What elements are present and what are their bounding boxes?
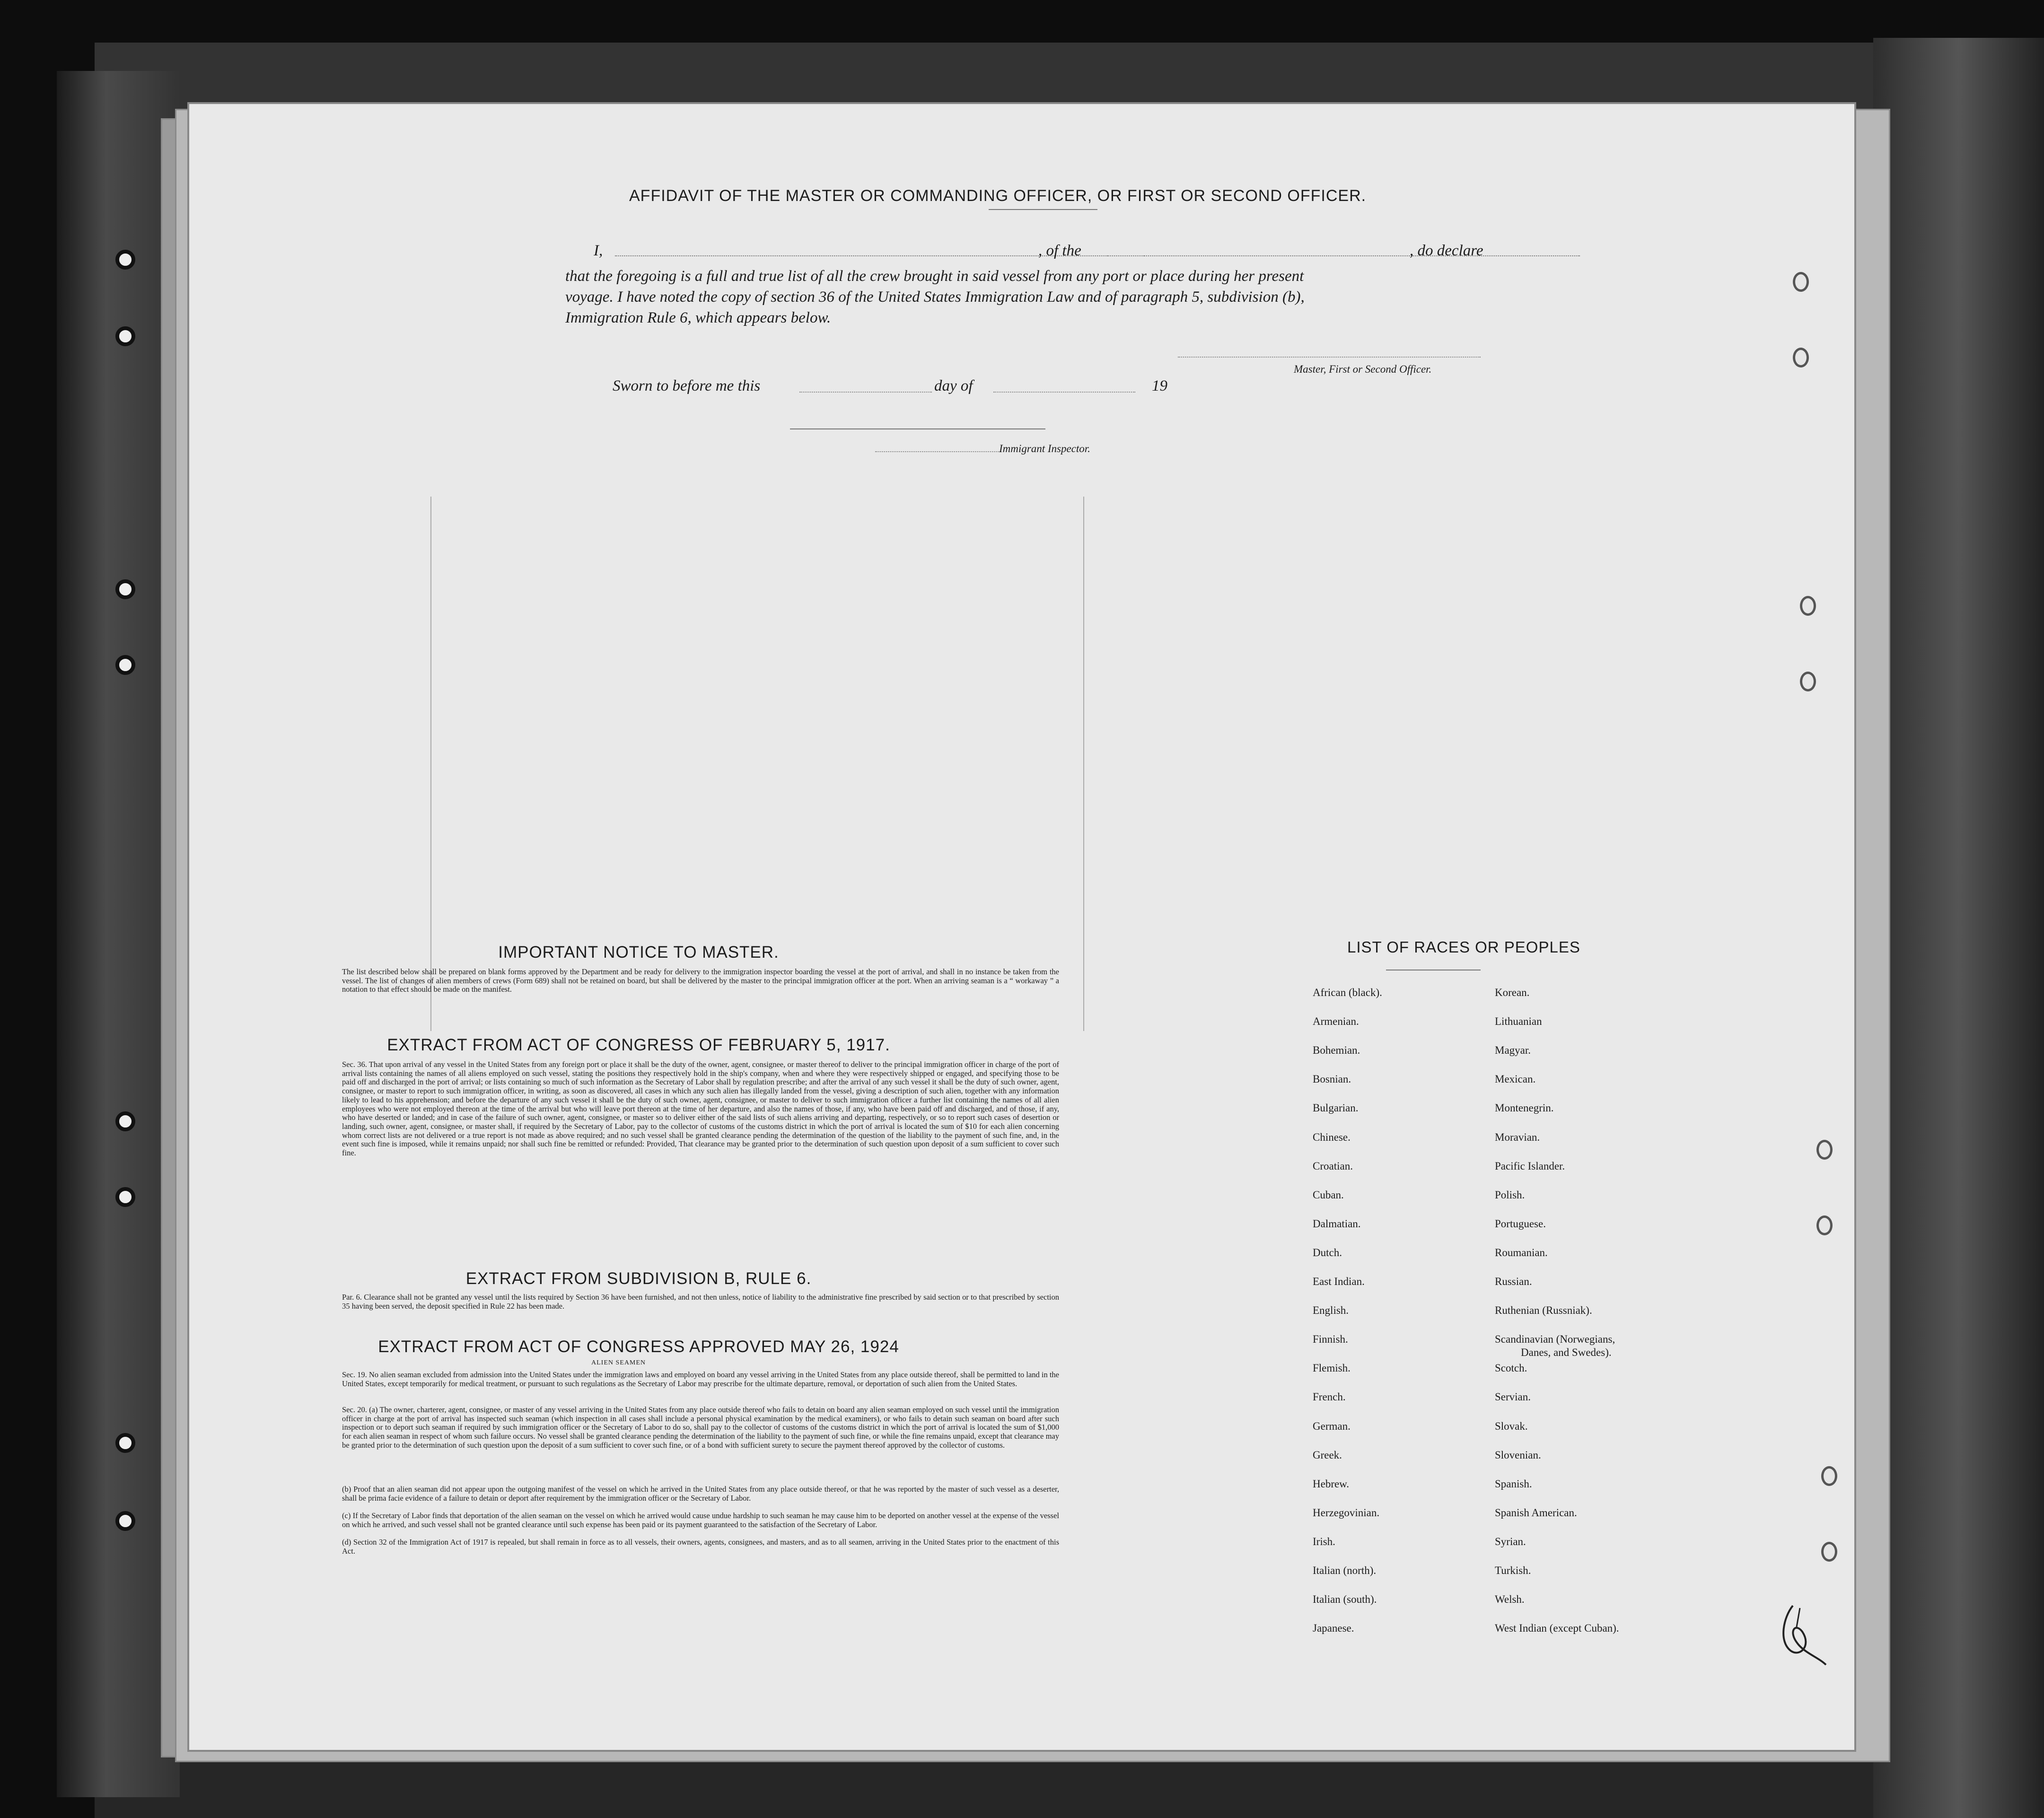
- act1917-title: EXTRACT FROM ACT OF CONGRESS OF FEBRUARY 5, 1917.: [387, 1036, 890, 1054]
- race-item: German.: [1313, 1420, 1351, 1432]
- ring-hole-icon: [1793, 272, 1809, 292]
- notice-title: IMPORTANT NOTICE TO MASTER.: [498, 943, 779, 961]
- race-item: Mexican.: [1495, 1073, 1536, 1085]
- punch-hole-icon: [115, 1111, 135, 1131]
- race-item: West Indian (except Cuban).: [1495, 1622, 1619, 1634]
- race-item: Bulgarian.: [1313, 1102, 1359, 1114]
- binder-bottom-edge: [95, 1759, 1939, 1818]
- race-item: Scotch.: [1495, 1362, 1527, 1374]
- race-item: Portuguese.: [1495, 1217, 1546, 1230]
- punch-hole-icon: [115, 1511, 135, 1531]
- ring-hole-icon: [1800, 596, 1816, 616]
- sworn-day-of: day of: [934, 377, 973, 394]
- race-item: Herzegovinian.: [1313, 1506, 1380, 1519]
- handwritten-mark-icon: [1774, 1599, 1831, 1669]
- act1924-subtitle: ALIEN SEAMEN: [591, 1359, 646, 1366]
- affidavit-body-line: voyage. I have noted the copy of section 36 of the United States Immigration Law and of paragraph 5, subdivision (b),: [565, 288, 1305, 306]
- sworn-prefix: Sworn to before me this: [613, 377, 761, 394]
- race-item: Polish.: [1495, 1189, 1525, 1201]
- race-item: Lithuanian: [1495, 1015, 1542, 1028]
- race-item: Magyar.: [1495, 1044, 1531, 1057]
- race-item: Bohemian.: [1313, 1044, 1360, 1057]
- race-item: Chinese.: [1313, 1131, 1351, 1143]
- act1917-text: Sec. 36. That upon arrival of any vessel in the United States from any foreign port or place it shall be the duty of the owner, agent, consignee, or master thereof to deliver to the principal immigration officer in charge of the port of arrival lists containing the names of all aliens employed on such vessel, stating the positions they respectively hold in the ship's company, when and where they were respectively shipped or engaged, and specifying those to be paid off and discharged in the port of arrival; or lists containing so much of such information as the Secretary of Labor shall by regulation prescribe; and after the arrival of any such vessel it shall be the duty of such owner, agent, consignee, or master to report to such immigration officer, in writing, as soon as discovered, all cases in which any such alien has illegally landed from the vessel, giving a description of such alien, together with any information likely to lead to his apprehension; and before the departure of any such vessel it shall be the duty of such owner, agent, consignee, or master to deliver to such immigration officer a further list containing the names of all alien employees who were not employed thereon at the time of the arrival but who will leave port thereon at the time of her departure, and also the names of those, if any, who have been paid off and discharged, and of those, if any, who have deserted or landed; and in case of the failure of such owner, agent, consignee, or master so to deliver either of the said lists of such aliens arriving and departing, respectively, or so to report such cases of desertion or landing, such owner, agent, consignee, or master shall, if required by the Secretary of Labor, pay to the collector of customs of the customs district in which the port of arrival is located the sum of $10 for each alien concerning whom correct lists are not delivered or a true report is not made as above required; and no such vessel shall be granted clearance pending the determination of the question of the liability to the payment of such fine, and, in the event such fine is imposed, while it remains unpaid; nor shall such fine be remitted or refunded: Provided, That clearance may be granted prior to the determination of such question upon deposit of a sum sufficient to cover such fine.: [342, 1060, 1059, 1158]
- punch-hole-icon: [115, 250, 135, 270]
- binder-right-edge: [1873, 38, 2044, 1818]
- rule6-title: EXTRACT FROM SUBDIVISION B, RULE 6.: [465, 1269, 812, 1288]
- race-item-continuation: Danes, and Swedes).: [1521, 1346, 1612, 1359]
- race-item: Welsh.: [1495, 1593, 1525, 1606]
- punch-hole-icon: [115, 1433, 135, 1453]
- affidavit-body-line: Immigration Rule 6, which appears below.: [565, 309, 831, 326]
- inspector-rule: [790, 428, 1045, 429]
- race-item: Roumanian.: [1495, 1246, 1548, 1259]
- race-item: Armenian.: [1313, 1015, 1359, 1028]
- race-item: Bosnian.: [1313, 1073, 1351, 1085]
- affidavit-declare: , do declare: [1410, 242, 1483, 259]
- title-underline: [989, 209, 1097, 210]
- race-item: African (black).: [1313, 987, 1382, 998]
- race-item: Korean.: [1495, 987, 1530, 998]
- race-item: East Indian.: [1313, 1276, 1365, 1287]
- inspector-signature-line: [875, 451, 1000, 452]
- binder-top-edge: [95, 43, 1939, 109]
- race-item: Slovenian.: [1495, 1449, 1541, 1461]
- race-item: Greek.: [1313, 1449, 1342, 1461]
- ring-hole-icon: [1821, 1466, 1837, 1486]
- notice-text: The list described below shall be prepared on blank forms approved by the Department and be ready for delivery to the immigration inspector boarding the vessel at the port of arrival, and shall in no instance be taken from the vessel. The list of changes of alien members of crews (Form 689) shall not be retained on board, but shall be delivered by the master to the principal immigration officer at the port. When an arriving seaman is a “ workaway ” a notation to that effect should be made on the manifest.: [342, 967, 1059, 994]
- sworn-year: 19: [1152, 377, 1167, 394]
- race-item: Syrian.: [1495, 1535, 1526, 1547]
- affidavit-title: AFFIDAVIT OF THE MASTER OR COMMANDING OFFICER, OR FIRST OR SECOND OFFICER.: [629, 187, 1367, 205]
- act1924-sec20a: Sec. 20. (a) The owner, charterer, agent, consignee, or master of any vessel arriving in the United States from any place outside thereof who fails to detain on board any alien seaman employed on such vessel until the immigration officer in charge at the port of arrival has inspected such seaman (which inspection in all cases shall include a personal physical examination by the medical examiners), or who fails to detain such seaman on board after such inspection or to deport such seaman if required by such immigration officer or the Secretary of Labor to do so, shall pay to the collector of customs of the customs district in which the port of arrival is located the sum of $1,000 for each alien seaman in respect of whom such failure occurs. No vessel shall be granted clearance pending the determination of the liability to the payment of such fine, or while the fine remains unpaid, except that clearance may be granted prior to the determination of such question upon the deposit of a sum sufficient to cover such fine, or of a bond with sufficient surety to secure the payment thereof approved by the collector of customs.: [342, 1405, 1059, 1450]
- act1924-sec20b: (b) Proof that an alien seaman did not appear upon the outgoing manifest of the vessel on which he arrived in the United States from any place outside thereof, or that he was reported by the master of such vessel as a deserter, shall be prima facie evidence of a failure to detain or deport after requirement by the immigration officer or the Secretary of Labor.: [342, 1485, 1059, 1503]
- punch-hole-icon: [115, 655, 135, 675]
- act1924-sec19: Sec. 19. No alien seaman excluded from admission into the United States under the immigration laws and employed on board any vessel arriving in the United States from any place outside thereof, shall be permitted to land in the United States, except temporarily for medical treatment, or pursuant to such regulations as the Secretary of Labor may prescribe for the ultimate departure, removal, or deportation of such alien from the United States.: [342, 1370, 1059, 1388]
- act1924-sec20c: (c) If the Secretary of Labor finds that deportation of the alien seaman on the vessel on which he arrived would cause undue hardship to such seaman he may cause him to be deported on another vessel at the expense of the vessel on which he arrived, and such vessel shall not be granted clearance until such expense has been paid or its payment guaranteed to the satisfaction of the Secretary of Labor.: [342, 1511, 1059, 1529]
- punch-hole-icon: [115, 326, 135, 346]
- race-item: Scandinavian (Norwegians,: [1495, 1333, 1615, 1346]
- race-item: Servian.: [1495, 1391, 1531, 1403]
- race-item: Pacific Islander.: [1495, 1160, 1565, 1172]
- race-item: French.: [1313, 1391, 1346, 1403]
- manifest-page: [189, 104, 1854, 1750]
- race-item: Hebrew.: [1313, 1477, 1350, 1490]
- race-item: Cuban.: [1313, 1189, 1344, 1201]
- affidavit-body-line: that the foregoing is a full and true list of all the crew brought in said vessel from any port or place during her present: [565, 268, 1304, 285]
- race-item: Croatian.: [1313, 1160, 1353, 1172]
- ring-hole-icon: [1793, 348, 1809, 367]
- affidavit-i: I,: [594, 242, 603, 259]
- sworn-month-blank: [993, 392, 1135, 393]
- ring-hole-icon: [1821, 1542, 1837, 1562]
- master-label: Master, First or Second Officer.: [1294, 363, 1432, 375]
- punch-hole-icon: [115, 1187, 135, 1207]
- ring-hole-icon: [1816, 1140, 1833, 1160]
- race-item: Irish.: [1313, 1535, 1335, 1547]
- race-item: Moravian.: [1495, 1131, 1540, 1143]
- ring-hole-icon: [1816, 1215, 1833, 1235]
- affidavit-of-the: , of the: [1038, 242, 1081, 259]
- inspector-label: Immigrant Inspector.: [999, 443, 1090, 454]
- race-item: Montenegrin.: [1495, 1102, 1554, 1114]
- rule6-text: Par. 6. Clearance shall not be granted any vessel until the lists required by Section 36 have been furnished, and not then unless, notice of liability to the administrative fine prescribed by said section or to that prescribed by section 35 having been served, the deposit specified in Rule 22 has been made.: [342, 1293, 1059, 1311]
- act1924-title: EXTRACT FROM ACT OF CONGRESS APPROVED MAY 26, 1924: [378, 1337, 899, 1356]
- race-item: Finnish.: [1313, 1333, 1348, 1346]
- race-item: Flemish.: [1313, 1362, 1351, 1374]
- race-item: Spanish.: [1495, 1477, 1532, 1490]
- race-item: Russian.: [1495, 1276, 1532, 1287]
- race-item: Turkish.: [1495, 1565, 1531, 1576]
- race-item: English.: [1313, 1304, 1349, 1317]
- race-item: Japanese.: [1313, 1622, 1354, 1634]
- sworn-day-blank: [799, 392, 932, 393]
- race-item: Dutch.: [1313, 1246, 1342, 1259]
- race-item: Dalmatian.: [1313, 1217, 1361, 1230]
- column-rule: [1083, 497, 1084, 1031]
- vessel-blank: [1107, 255, 1580, 256]
- race-item: Italian (north).: [1313, 1565, 1377, 1576]
- ring-hole-icon: [1800, 672, 1816, 691]
- punch-hole-icon: [115, 579, 135, 599]
- act1924-sec20d: (d) Section 32 of the Immigration Act of 1917 is repealed, but shall remain in force as to all vessels, their owners, agents, consignees, and masters, and as to all seamen, arriving in the United States prior to the enactment of this Act.: [342, 1538, 1059, 1556]
- race-item: Italian (south).: [1313, 1593, 1377, 1606]
- race-item: Spanish American.: [1495, 1506, 1577, 1519]
- races-title: LIST OF RACES OR PEOPLES: [1347, 938, 1580, 956]
- race-item: Slovak.: [1495, 1420, 1528, 1432]
- master-signature-line: [1178, 357, 1481, 358]
- race-item: Ruthenian (Russniak).: [1495, 1304, 1592, 1317]
